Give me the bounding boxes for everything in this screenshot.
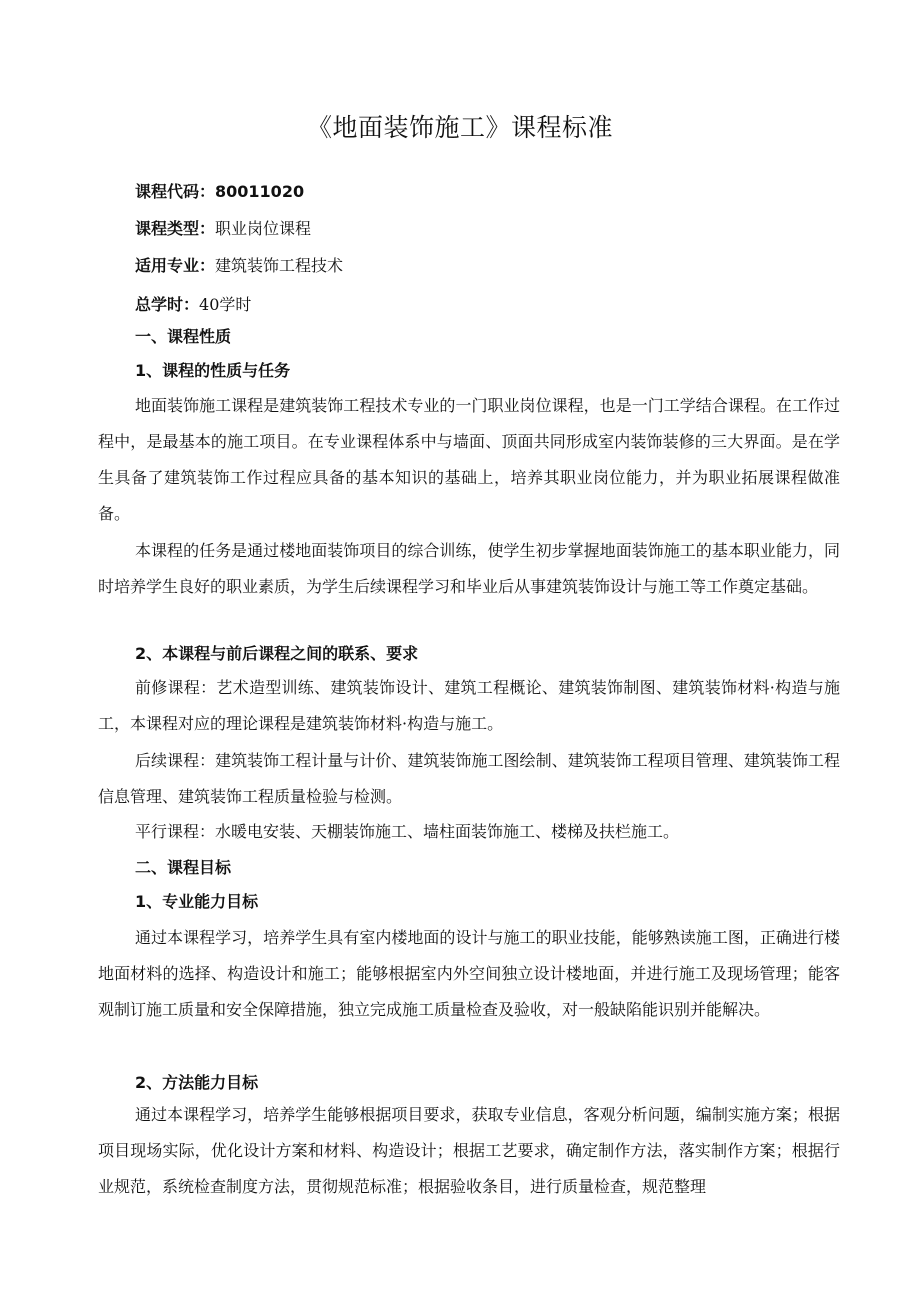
section-heading-nature: 一、课程性质	[135, 327, 232, 346]
paragraph-method-ability: 通过本课程学习，培养学生能够根据项目要求，获取专业信息，客观分析问题，编制实施方案；根据项目现场实际，优化设计方案和材料、构造设计；根据工艺要求，确定制作方法，落实制作方案；根据行业规范，系统检查制度方法，贯彻规范标准；根据验收条目，进行质量检查，规范整理	[98, 1105, 840, 1196]
paragraph-followup-courses: 后续课程：建筑装饰工程计量与计价、建筑装饰施工图绘制、建筑装饰工程项目管理、建筑装饰工程信息管理、建筑装饰工程质量检验与检测。	[98, 751, 840, 806]
course-code-label: 课程代码：	[135, 182, 216, 201]
major-label: 适用专业：	[135, 256, 216, 275]
subheading-course-relations: 2、本课程与前后课程之间的联系、要求	[135, 644, 419, 663]
course-code-value: 80011020	[215, 182, 305, 201]
section-heading-objectives: 二、课程目标	[135, 858, 232, 877]
course-type-label: 课程类型：	[135, 219, 216, 238]
subheading-professional-ability: 1、专业能力目标	[135, 892, 259, 911]
hours-value: 40学时	[199, 295, 252, 314]
hours-label: 总学时：	[135, 295, 200, 314]
course-code-line	[135, 181, 304, 203]
hours-line	[135, 294, 251, 316]
paragraph-parallel-courses: 平行课程：水暖电安装、天棚装饰施工、墙柱面装饰施工、楼梯及扶栏施工。	[135, 822, 680, 841]
document-title: 《地面装饰施工》课程标准	[306, 113, 613, 142]
paragraph-nature: 地面装饰施工课程是建筑装饰工程技术专业的一门职业岗位课程，也是一门工学结合课程。在工作过程中，是最基本的施工项目。在专业课程体系中与墙面、顶面共同形成室内装饰装修的三大界面。是在学生具备了建筑装饰工作过程应具备的基本知识的基础上，培养其职业岗位能力，并为职业拓展课程做准备。	[98, 396, 840, 523]
major-line	[135, 255, 343, 277]
subheading-method-ability: 2、方法能力目标	[135, 1073, 259, 1092]
paragraph-professional-ability: 通过本课程学习，培养学生具有室内楼地面的设计与施工的职业技能，能够熟读施工图，正确进行楼地面材料的选择、构造设计和施工；能够根据室内外空间独立设计楼地面，并进行施工及现场管理；能客观制订施工质量和安全保障措施，独立完成施工质量检查及验收，对一般缺陷能识别并能解决。	[98, 928, 840, 1019]
course-type-value: 职业岗位课程	[215, 219, 312, 238]
major-value: 建筑装饰工程技术	[215, 256, 344, 275]
course-type-line	[135, 218, 311, 240]
subheading-nature-tasks: 1、课程的性质与任务	[135, 361, 291, 380]
paragraph-prerequisite-courses: 前修课程：艺术造型训练、建筑装饰设计、建筑工程概论、建筑装饰制图、建筑装饰材料·构造与施工，本课程对应的理论课程是建筑装饰材料·构造与施工。	[98, 678, 840, 733]
paragraph-tasks: 本课程的任务是通过楼地面装饰项目的综合训练，使学生初步掌握地面装饰施工的基本职业能力，同时培养学生良好的职业素质，为学生后续课程学习和毕业后从事建筑装饰设计与施工等工作奠定基础。	[98, 541, 840, 596]
